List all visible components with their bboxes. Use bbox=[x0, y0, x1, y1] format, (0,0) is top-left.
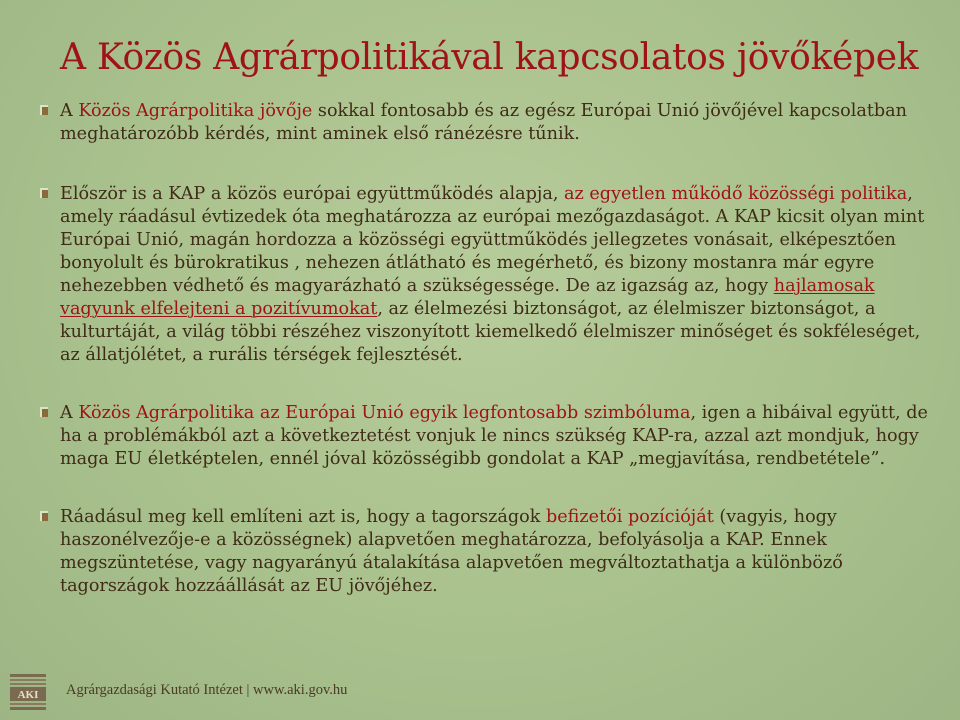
bullet-text: A bbox=[60, 101, 79, 121]
highlighted-text: hajlamosak vagyunk elfelejteni a pozitívumokat bbox=[60, 276, 875, 319]
footer bbox=[0, 668, 960, 720]
square-bullet-icon bbox=[40, 511, 48, 521]
square-bullet-icon bbox=[40, 407, 48, 417]
highlighted-text: az egyetlen működő közösségi politika bbox=[564, 184, 908, 204]
highlighted-text: Közös Agrárpolitika jövője bbox=[78, 101, 313, 121]
bullet-text: (vagyis, hogy haszonélvezője-e a közösségnek) alapvetően meghatározza, befolyásolja a KAP. Ennek megszüntetése, vagy nagyarányú átalakítása alapvetően megváltoztathatja a különböző tagországok hozzáállását az EU jövőjéhez. bbox=[60, 507, 843, 596]
bullet-item-4 bbox=[38, 506, 928, 598]
bullet-item-2 bbox=[38, 183, 928, 367]
bullet-list bbox=[38, 100, 928, 598]
bullet-item-3 bbox=[38, 402, 928, 471]
footer-text: Agrárgazdasági Kutató Intézet | www.aki.gov.hu bbox=[66, 682, 348, 698]
logo-text: AKI bbox=[17, 689, 39, 701]
bullet-text: Először is a KAP a közös európai együttműködés alapja, bbox=[60, 184, 565, 204]
bullet-text: sokkal fontosabb és az egész Európai Unió jövőjével kapcsolatban meghatározóbb kérdés, mint aminek első ránézésre tűnik. bbox=[60, 101, 907, 144]
aki-logo bbox=[7, 672, 49, 712]
bullet-text: , amely ráadásul évtizedek óta meghatározza az európai mezőgazdaságot. A KAP kicsit olyan mint Európai Unió, magán hordozza a közösségi együttműködés jellegzetes vonásait, elképesztően bonyolult és bürokratikus , nehezen átlátható és megérhető, és bizony mostanra már egyre nehezebben védhető és magyarázható a szükségessége. De az igazság az, hogy bbox=[60, 184, 925, 296]
square-bullet-icon bbox=[40, 105, 48, 115]
bullet-item-1 bbox=[38, 100, 928, 146]
bullet-text: A bbox=[60, 403, 79, 423]
bullet-text: Ráadásul meg kell említeni azt is, hogy a tagországok bbox=[60, 507, 546, 527]
square-bullet-icon bbox=[40, 188, 48, 198]
slide-title: A Közös Agrárpolitikával kapcsolatos jövőképek bbox=[60, 37, 919, 78]
bullet-text: , igen a hibáival együtt, de ha a problémákból azt a következtetést vonjuk le nincs szükség KAP-ra, azzal azt mondjuk, hogy maga EU életképtelen, ennél jóval közösségibb gondolat a KAP „megjavítása, rendbetétele”. bbox=[60, 403, 928, 469]
highlighted-text: befizetői pozícióját bbox=[546, 507, 714, 527]
bullet-text: , az élelmezési biztonságot, az élelmiszer biztonságot, a kulturtáját, a világ többi részéhez viszonyított kiemelkedő élelmiszer minőséget és sokféleséget, az állatjólétet, a rurális térségek fejlesztését. bbox=[60, 299, 921, 365]
highlighted-text: Közös Agrárpolitika az Európai Unió egyik legfontosabb szimbóluma bbox=[78, 403, 691, 423]
